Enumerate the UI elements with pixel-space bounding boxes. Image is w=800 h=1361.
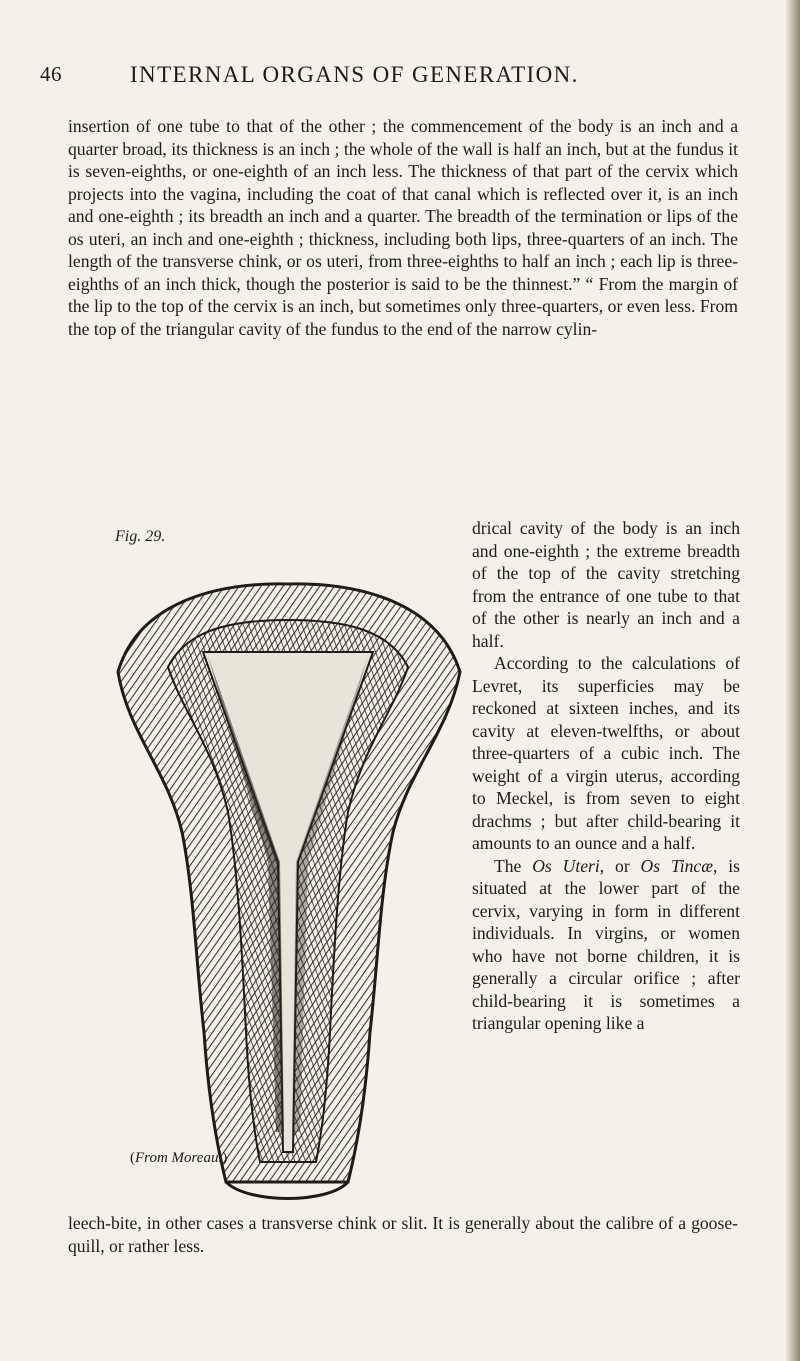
uterus-engraving-svg: [108, 532, 468, 1212]
figure-label: Fig. 29.: [115, 528, 166, 545]
page-header: [40, 62, 760, 94]
figure-caption-text: From Moreau.: [135, 1150, 223, 1166]
page-edge-shadow: [786, 0, 800, 1361]
page-number: 46: [40, 62, 62, 86]
side-paragraph-1: drical cavity of the body is an inch and one-eighth ; the extreme breadth of the top of the cavity stretching from the entrance of one tube to that of the other is nearly an inch and a half.: [472, 518, 740, 651]
side-column-text: [472, 517, 740, 1035]
side-paragraph-3: The Os Uteri, or Os Tincæ, is situated at the lower part of the cervix, varying in form in different individuals. In virgins, or women who have not borne children, it is generally a circular orifice ; after child-bearing it is sometimes a triangular opening like a: [472, 855, 740, 1033]
top-paragraph: insertion of one tube to that of the other ; the commencement of the body is an inch and a quarter broad, its thickness is an inch ; the whole of the wall is half an inch, but at the fundus it is seven-eighths, or one-eighth of an inch less. The thickness of that part of the cervix which projects into the vagina, including the coat of that canal which is reflected over it, is an inch and one-eighth ; its breadth an inch and a quarter. The breadth of the termination or lips of the os uteri, an inch and one-eighth ; thickness, including both lips, three-quarters of an inch. The length of the transverse chink, or os uteri, from three-eighths to half an inch ; each lip is three-eighths of an inch thick, though the posterior is said to be the thinnest.” “ From the margin of the lip to the top of the cervix is an inch, but sometimes only three-quarters, or even less. From the top of the triangular cavity of the fundus to the end of the narrow cylin-: [68, 116, 738, 339]
term-os-tincae: Os Tincæ: [640, 855, 713, 876]
cervix: [226, 1182, 348, 1199]
side-paragraph-2: According to the calculations of Levret, its superficies may be reckoned at sixteen inches, and its cavity at eleven-twelfths, or about three-quarters of a cubic inch. The weight of a virgin uterus, according to Meckel, is from seven to eight drachms ; but after child-bearing it amounts to an ounce and a half.: [472, 653, 740, 853]
figure-caption: (From Moreau.): [130, 1150, 228, 1166]
running-head: INTERNAL ORGANS OF GENERATION.: [130, 62, 579, 87]
bottom-paragraph: leech-bite, in other cases a transverse chink or slit. It is generally about the calibre of a goose-quill, or rather less.: [68, 1213, 738, 1256]
uterus-section-illustration: [108, 532, 468, 1212]
term-os-uteri: Os Uteri: [532, 855, 600, 876]
